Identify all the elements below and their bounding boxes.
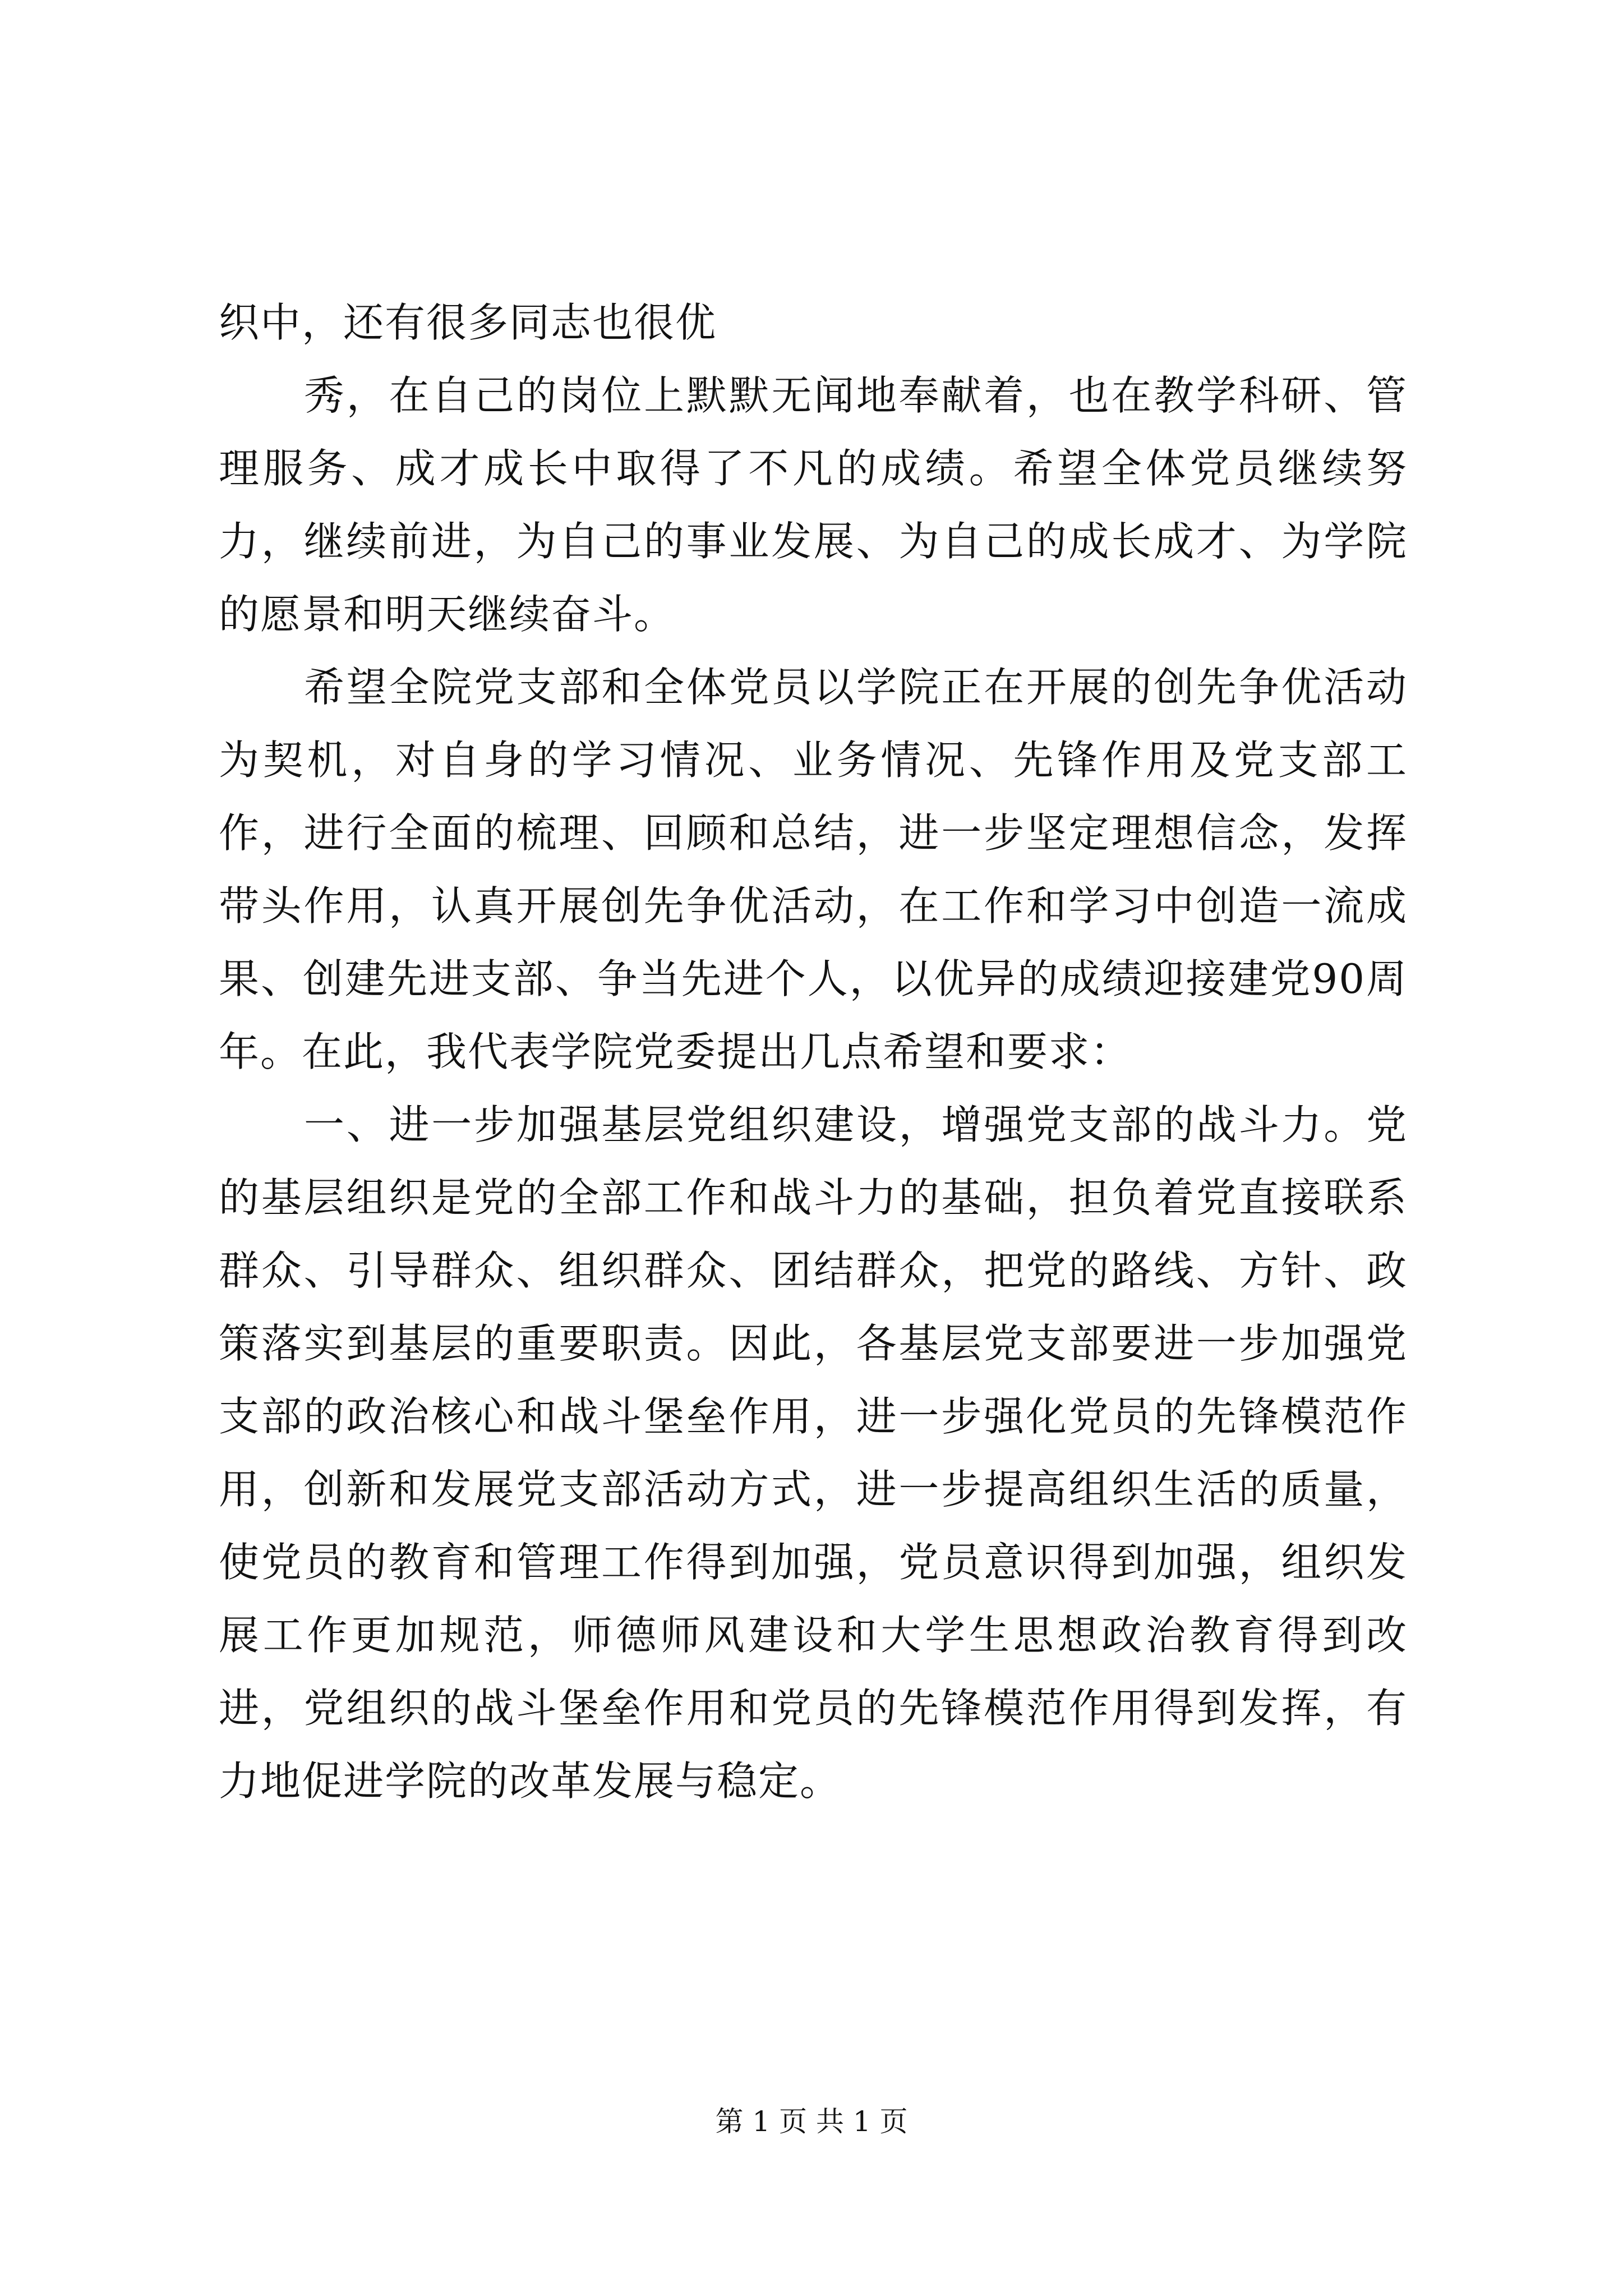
paragraph-2: 希望全院党支部和全体党员以学院正在开展的创先争优活动为契机，对自身的学习情况、业务情况、先锋作用及党支部工作，进行全面的梳理、回顾和总结，进一步坚定理想信念，发挥带头作用，认真开展创先争优活动，在工作和学习中创造一流成果、创建先进支部、争当先进个人，以优异的成绩迎接建党90周年。在此，我代表学院党委提出几点希望和要求： (219, 664, 1408, 1075)
document-body (219, 286, 1408, 1818)
paragraph-continuation: 织中，还有很多同志也很优 (219, 299, 717, 346)
page-number-footer: 第 1 页 共 1 页 (715, 2105, 908, 2138)
paragraph-1: 秀，在自己的岗位上默默无闻地奉献着，也在教学科研、管理服务、成才成长中取得了不凡的成绩。希望全体党员继续努力，继续前进，为自己的事业发展、为自己的成长成才、为学院的愿景和明天继续奋斗。 (219, 372, 1408, 638)
paragraph-3: 一、进一步加强基层党组织建设，增强党支部的战斗力。党的基层组织是党的全部工作和战斗力的基础，担负着党直接联系群众、引导群众、组织群众、团结群众，把党的路线、方针、政策落实到基层的重要职责。因此，各基层党支部要进一步加强党支部的政治核心和战斗堡垒作用，进一步强化党员的先锋模范作用，创新和发展党支部活动方式，进一步提高组织生活的质量，使党员的教育和管理工作得到加强，党员意识得到加强，组织发展工作更加规范，师德师风建设和大学生思想政治教育得到改进，党组织的战斗堡垒作用和党员的先锋模范作用得到发挥，有力地促进学院的改革发展与稳定。 (219, 1101, 1408, 1805)
